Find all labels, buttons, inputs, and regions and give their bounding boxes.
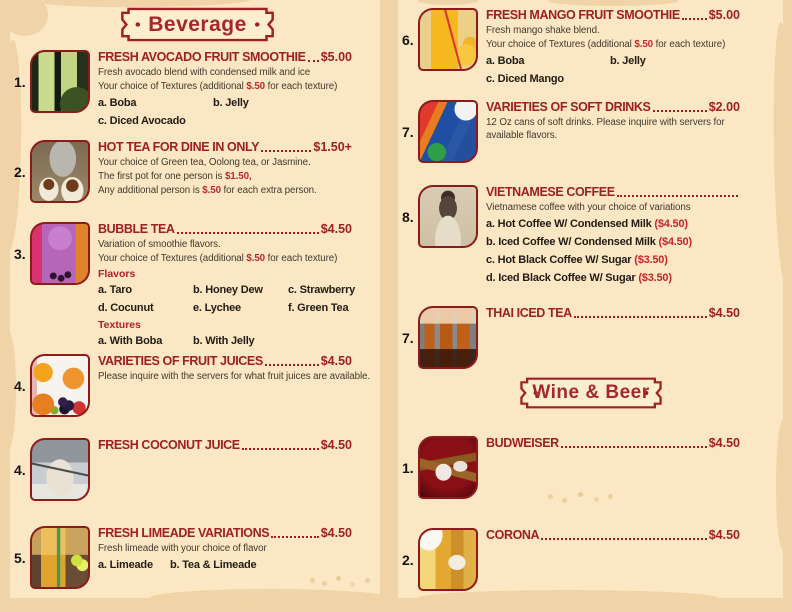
text-segment: b. Jelly <box>610 55 646 67</box>
text-segment: Your choice of Textures (additional <box>98 81 247 92</box>
text-segment: Fresh avocado blend with condensed milk and ice <box>98 67 311 78</box>
option <box>486 54 610 69</box>
item-description <box>98 156 372 169</box>
item-title-row <box>486 185 740 200</box>
item-title-row <box>98 526 352 541</box>
item-price: $5.00 <box>708 8 740 22</box>
item-photo-block <box>402 185 478 248</box>
option <box>486 253 668 268</box>
item-content <box>486 8 760 87</box>
item-title: FRESH LIMEADE VARIATIONS <box>98 526 270 540</box>
item-title: VARIETIES OF FRUIT JUICES <box>98 354 263 368</box>
item-number: 7. <box>402 329 414 346</box>
dotted-leader <box>308 60 319 62</box>
option-row <box>98 283 372 298</box>
item-price: $4.50 <box>708 306 740 320</box>
text-segment: c. Diced Avocado <box>98 115 186 127</box>
fruit-juices-photo <box>30 354 90 417</box>
item-price: $4.50 <box>708 528 740 542</box>
item-number: 1. <box>402 459 414 476</box>
item-price: $5.00 <box>320 50 352 64</box>
text-segment: for each texture) <box>265 253 338 264</box>
text-segment: Your choice of Green tea, Oolong tea, or Jasmine. <box>98 157 311 168</box>
text-segment: f. Green Tea <box>288 302 349 314</box>
item-title-row <box>98 438 352 453</box>
item-title-row <box>98 140 352 155</box>
wine-beer-section-header <box>510 376 672 410</box>
brush-texture <box>776 420 790 550</box>
option <box>288 301 348 316</box>
budweiser-photo <box>418 436 478 499</box>
brush-texture <box>418 0 478 5</box>
text-segment: a. Boba <box>486 55 525 67</box>
text-segment: Your choice of Textures (additional <box>98 253 247 264</box>
text-segment: d. Iced Black Coffee W/ Sugar <box>486 272 639 284</box>
item-title: FRESH AVOCADO FRUIT SMOOTHIE <box>98 50 306 64</box>
item-content <box>486 436 760 451</box>
item-photo-block <box>402 436 478 499</box>
corona-photo <box>418 528 478 591</box>
menu-item <box>402 100 760 163</box>
item-number: 2. <box>14 163 26 180</box>
option <box>98 114 186 129</box>
vietnamese-coffee-photo <box>418 185 478 248</box>
text-segment: Variation of smoothie flavors. <box>98 239 221 250</box>
item-title-row <box>98 354 352 369</box>
limeade-photo <box>30 526 90 589</box>
text-segment: for each texture) <box>653 39 726 50</box>
item-number: 7. <box>402 123 414 140</box>
item-title: VARIETIES OF SOFT DRINKS <box>486 100 651 114</box>
item-title: THAI ICED TEA <box>486 306 572 320</box>
option <box>486 271 672 286</box>
item-content <box>486 100 760 142</box>
item-description <box>486 38 760 51</box>
item-photo-block <box>402 306 478 369</box>
beverage-section-header <box>110 6 285 43</box>
dotted-leader <box>617 195 738 197</box>
item-description <box>486 201 760 214</box>
avocado-smoothie-photo <box>30 50 90 113</box>
item-photo-block <box>14 354 90 417</box>
text-segment: b. Jelly <box>213 97 249 109</box>
item-title-row <box>486 100 740 115</box>
item-number: 4. <box>14 461 26 478</box>
option <box>98 96 213 111</box>
item-content <box>98 438 372 453</box>
text-segment: d. Cocunut <box>98 302 154 314</box>
text-segment: Vietnamese coffee with your choice of variations <box>486 202 691 213</box>
option <box>193 301 288 316</box>
text-segment: c. Diced Mango <box>486 73 564 85</box>
item-title: BUBBLE TEA <box>98 222 175 236</box>
item-photo-block <box>402 100 478 163</box>
text-segment: The first pot for one person is <box>98 171 225 182</box>
brush-texture <box>150 589 390 607</box>
price-highlight: ($4.50) <box>658 236 692 248</box>
beverage-header-label: Beverage <box>148 13 247 36</box>
price-highlight: $.50 <box>246 81 266 92</box>
menu-item <box>14 50 372 129</box>
text-segment: a. Taro <box>98 284 132 296</box>
text-segment: a. With Boba <box>98 335 163 347</box>
item-price: $1.50+ <box>313 140 352 154</box>
menu-item <box>402 436 760 499</box>
menu-item <box>14 222 372 349</box>
item-content <box>486 185 760 286</box>
item-title-row <box>486 528 740 543</box>
item-title-row <box>486 8 740 23</box>
menu-item <box>402 528 760 591</box>
item-title-row <box>486 436 740 451</box>
text-segment: c. Hot Black Coffee W/ Sugar <box>486 254 635 266</box>
item-content <box>98 354 372 383</box>
price-highlight: ($4.50) <box>654 218 688 230</box>
option-row <box>98 114 372 129</box>
text-segment: Your choice of Textures (additional <box>486 39 635 50</box>
item-description <box>98 238 372 251</box>
option <box>98 558 170 573</box>
dotted-leader <box>271 536 319 538</box>
option <box>610 54 646 69</box>
coconut-juice-photo <box>30 438 90 501</box>
option-group-label: Textures <box>98 319 141 331</box>
text-segment: b. Iced Coffee W/ Condensed Milk <box>486 236 659 248</box>
item-price: $4.50 <box>320 222 352 236</box>
option-row <box>486 54 760 69</box>
item-title: HOT TEA FOR DINE IN ONLY <box>98 140 260 154</box>
dotted-leader <box>682 18 707 20</box>
dotted-leader <box>261 150 311 152</box>
item-photo-block <box>14 438 90 501</box>
item-price: $4.50 <box>708 436 740 450</box>
option <box>193 334 254 349</box>
item-description <box>98 170 372 183</box>
item-title: FRESH MANGO FRUIT SMOOTHIE <box>486 8 680 22</box>
item-content <box>486 306 760 321</box>
wine-beer-header-label: Wine & Beer <box>532 382 650 403</box>
item-price: $4.50 <box>320 354 352 368</box>
item-photo-block <box>14 50 90 113</box>
option <box>98 283 193 298</box>
option <box>213 96 249 111</box>
option-row <box>98 301 372 316</box>
menu-item <box>14 438 372 501</box>
menu-item <box>402 185 760 286</box>
brush-texture <box>772 22 792 282</box>
item-title-row <box>98 222 352 237</box>
text-segment: a. Hot Coffee W/ Condensed Milk <box>486 218 655 230</box>
item-description <box>98 542 372 555</box>
text-segment: Any additional person is <box>98 185 203 196</box>
dotted-leader <box>574 316 707 318</box>
bubble-tea-photo <box>30 222 90 285</box>
text-segment: 12 Oz cans of soft drinks. Please inquire with servers for available flavors. <box>486 117 725 141</box>
item-photo-block <box>14 526 90 589</box>
menu-right-page <box>398 0 783 598</box>
menu-left-page <box>10 0 380 598</box>
option <box>193 283 288 298</box>
option <box>98 301 193 316</box>
text-segment: for each extra person. <box>220 185 317 196</box>
text-segment: a. Limeade <box>98 559 153 571</box>
dotted-leader <box>653 110 707 112</box>
brush-texture <box>418 590 718 606</box>
menu-item <box>402 8 760 87</box>
text-segment: b. Honey Dew <box>193 284 263 296</box>
price-highlight: $.50 <box>634 39 654 50</box>
option <box>170 558 256 573</box>
item-description <box>486 116 760 142</box>
item-title: BUDWEISER <box>486 436 559 450</box>
price-highlight: $.50 <box>246 253 266 264</box>
price-highlight: $.50 <box>202 185 221 196</box>
brush-texture <box>2 0 48 36</box>
item-description <box>98 66 372 79</box>
menu-item <box>402 306 760 369</box>
option <box>98 334 193 349</box>
thai-iced-tea-photo <box>418 306 478 369</box>
option-row <box>486 217 760 232</box>
soft-drinks-photo <box>418 100 478 163</box>
option-group-label: Flavors <box>98 268 136 280</box>
item-number: 4. <box>14 377 26 394</box>
option-row <box>98 96 372 111</box>
price-highlight: ($3.50) <box>634 254 668 266</box>
item-content <box>486 528 760 543</box>
price-highlight: ($3.50) <box>638 272 672 284</box>
item-number: 1. <box>14 73 26 90</box>
text-segment: e. Lychee <box>193 302 241 314</box>
text-segment: b. Tea & Limeade <box>170 559 257 571</box>
item-photo-block <box>14 222 90 285</box>
text-segment: c. Strawberry <box>288 284 356 296</box>
item-title: VIETNAMESE COFFEE <box>486 185 615 199</box>
item-content <box>98 526 372 573</box>
item-content <box>98 222 372 349</box>
item-title-row <box>486 306 740 321</box>
dotted-leader <box>265 364 319 366</box>
brush-texture <box>548 0 678 6</box>
item-price: $4.50 <box>320 438 352 452</box>
item-description <box>98 252 372 265</box>
option-row <box>486 72 760 87</box>
item-title: FRESH COCONUT JUICE <box>98 438 240 452</box>
price-highlight: $1.50, <box>224 171 252 182</box>
text-segment: Please inquire with the servers for what fruit juices are available. <box>98 371 371 382</box>
item-photo-block <box>14 140 90 203</box>
item-description <box>98 184 372 197</box>
text-segment: Fresh limeade with your choice of flavor <box>98 543 267 554</box>
option-row <box>486 253 760 268</box>
item-photo-block <box>402 8 478 71</box>
text-segment: a. Boba <box>98 97 137 109</box>
item-price: $2.00 <box>708 100 740 114</box>
text-segment: b. With Jelly <box>193 335 255 347</box>
dotted-leader <box>242 448 319 450</box>
hot-tea-photo <box>30 140 90 203</box>
dotted-leader <box>177 232 319 234</box>
item-photo-block <box>402 528 478 591</box>
option <box>486 72 564 87</box>
dotted-leader <box>541 538 707 540</box>
menu-item <box>14 354 372 417</box>
item-description <box>98 80 372 93</box>
menu-item <box>14 140 372 203</box>
item-price: $4.50 <box>320 526 352 540</box>
item-title: CORONA <box>486 528 540 542</box>
item-content <box>98 50 372 129</box>
item-title-row <box>98 50 352 65</box>
option <box>486 217 688 232</box>
option <box>288 283 355 298</box>
text-segment: for each texture) <box>265 81 338 92</box>
item-description <box>486 24 760 37</box>
option <box>486 235 692 250</box>
item-number: 8. <box>402 208 414 225</box>
text-segment: Fresh mango shake blend. <box>486 25 600 36</box>
item-number: 5. <box>14 549 26 566</box>
option-row <box>98 558 372 573</box>
menu-item <box>14 526 372 589</box>
option-row <box>486 271 760 286</box>
option-row <box>98 334 372 349</box>
item-description <box>98 370 372 383</box>
item-number: 3. <box>14 245 26 262</box>
item-content <box>98 140 372 197</box>
mango-smoothie-photo <box>418 8 478 71</box>
dotted-leader <box>561 446 707 448</box>
option-row <box>486 235 760 250</box>
item-number: 2. <box>402 551 414 568</box>
item-number: 6. <box>402 31 414 48</box>
